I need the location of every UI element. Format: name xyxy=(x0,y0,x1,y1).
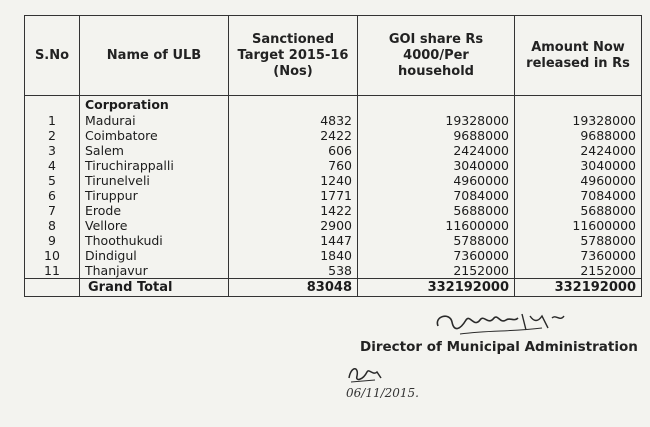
header-sno: S.No xyxy=(25,16,80,96)
table-row xyxy=(25,158,642,173)
row-released: 7084000 xyxy=(515,188,642,203)
table-row xyxy=(25,113,642,128)
signature-scribble-icon xyxy=(430,308,570,340)
row-goi-share: 3040000 xyxy=(358,158,515,173)
row-goi-share: 19328000 xyxy=(358,113,515,128)
table-row xyxy=(25,263,642,279)
table-row xyxy=(25,188,642,203)
row-goi-share: 4960000 xyxy=(358,173,515,188)
row-name: Dindigul xyxy=(80,248,229,263)
header-name: Name of ULB xyxy=(80,16,229,96)
row-name: Thanjavur xyxy=(80,263,229,279)
signed-date: 06/11/2015. xyxy=(346,386,419,400)
total-label: Grand Total xyxy=(80,279,229,297)
row-sno: 5 xyxy=(25,173,80,188)
row-goi-share: 11600000 xyxy=(358,218,515,233)
row-released: 19328000 xyxy=(515,113,642,128)
row-released: 2424000 xyxy=(515,143,642,158)
grand-total-row xyxy=(25,279,642,297)
row-name: Thoothukudi xyxy=(80,233,229,248)
row-goi-share: 2152000 xyxy=(358,263,515,279)
group-released-cell xyxy=(515,96,642,114)
row-target: 1447 xyxy=(229,233,358,248)
table-row xyxy=(25,203,642,218)
header-row xyxy=(25,16,642,96)
row-target: 1240 xyxy=(229,173,358,188)
row-target: 760 xyxy=(229,158,358,173)
total-released: 332192000 xyxy=(515,279,642,297)
row-released: 9688000 xyxy=(515,128,642,143)
row-sno: 4 xyxy=(25,158,80,173)
row-name: Vellore xyxy=(80,218,229,233)
row-released: 11600000 xyxy=(515,218,642,233)
row-name: Tirunelveli xyxy=(80,173,229,188)
row-sno: 3 xyxy=(25,143,80,158)
row-name: Coimbatore xyxy=(80,128,229,143)
row-name: Tiruppur xyxy=(80,188,229,203)
row-goi-share: 5688000 xyxy=(358,203,515,218)
row-sno: 10 xyxy=(25,248,80,263)
row-sno: 2 xyxy=(25,128,80,143)
group-target-cell xyxy=(229,96,358,114)
group-goi-cell xyxy=(358,96,515,114)
group-sno-cell xyxy=(25,96,80,114)
row-goi-share: 5788000 xyxy=(358,233,515,248)
group-label: Corporation xyxy=(80,96,229,114)
row-released: 2152000 xyxy=(515,263,642,279)
row-name: Erode xyxy=(80,203,229,218)
table-row xyxy=(25,173,642,188)
row-target: 606 xyxy=(229,143,358,158)
header-released: Amount Now released in Rs xyxy=(515,16,642,96)
initials-scribble-icon xyxy=(345,362,385,386)
row-target: 2422 xyxy=(229,128,358,143)
row-sno: 9 xyxy=(25,233,80,248)
row-released: 7360000 xyxy=(515,248,642,263)
table-row xyxy=(25,128,642,143)
row-goi-share: 7084000 xyxy=(358,188,515,203)
header-goi-share: GOI share Rs 4000/Per household xyxy=(358,16,515,96)
row-name: Tiruchirappalli xyxy=(80,158,229,173)
row-released: 4960000 xyxy=(515,173,642,188)
table-row xyxy=(25,143,642,158)
row-sno: 1 xyxy=(25,113,80,128)
row-sno: 7 xyxy=(25,203,80,218)
row-goi-share: 2424000 xyxy=(358,143,515,158)
table-row xyxy=(25,233,642,248)
row-target: 538 xyxy=(229,263,358,279)
row-released: 5788000 xyxy=(515,233,642,248)
row-sno: 6 xyxy=(25,188,80,203)
row-sno: 11 xyxy=(25,263,80,279)
total-sno-cell xyxy=(25,279,80,297)
designation-text: Director of Municipal Administration xyxy=(360,339,638,355)
row-sno: 8 xyxy=(25,218,80,233)
header-target: Sanctioned Target 2015-16 (Nos) xyxy=(229,16,358,96)
row-target: 1771 xyxy=(229,188,358,203)
row-released: 3040000 xyxy=(515,158,642,173)
row-released: 5688000 xyxy=(515,203,642,218)
row-goi-share: 9688000 xyxy=(358,128,515,143)
table-row xyxy=(25,248,642,263)
fund-release-table xyxy=(24,15,642,297)
row-target: 4832 xyxy=(229,113,358,128)
total-target: 83048 xyxy=(229,279,358,297)
row-target: 1840 xyxy=(229,248,358,263)
row-name: Madurai xyxy=(80,113,229,128)
group-row xyxy=(25,96,642,114)
row-target: 2900 xyxy=(229,218,358,233)
row-name: Salem xyxy=(80,143,229,158)
total-goi-share: 332192000 xyxy=(358,279,515,297)
table-row xyxy=(25,218,642,233)
row-goi-share: 7360000 xyxy=(358,248,515,263)
row-target: 1422 xyxy=(229,203,358,218)
